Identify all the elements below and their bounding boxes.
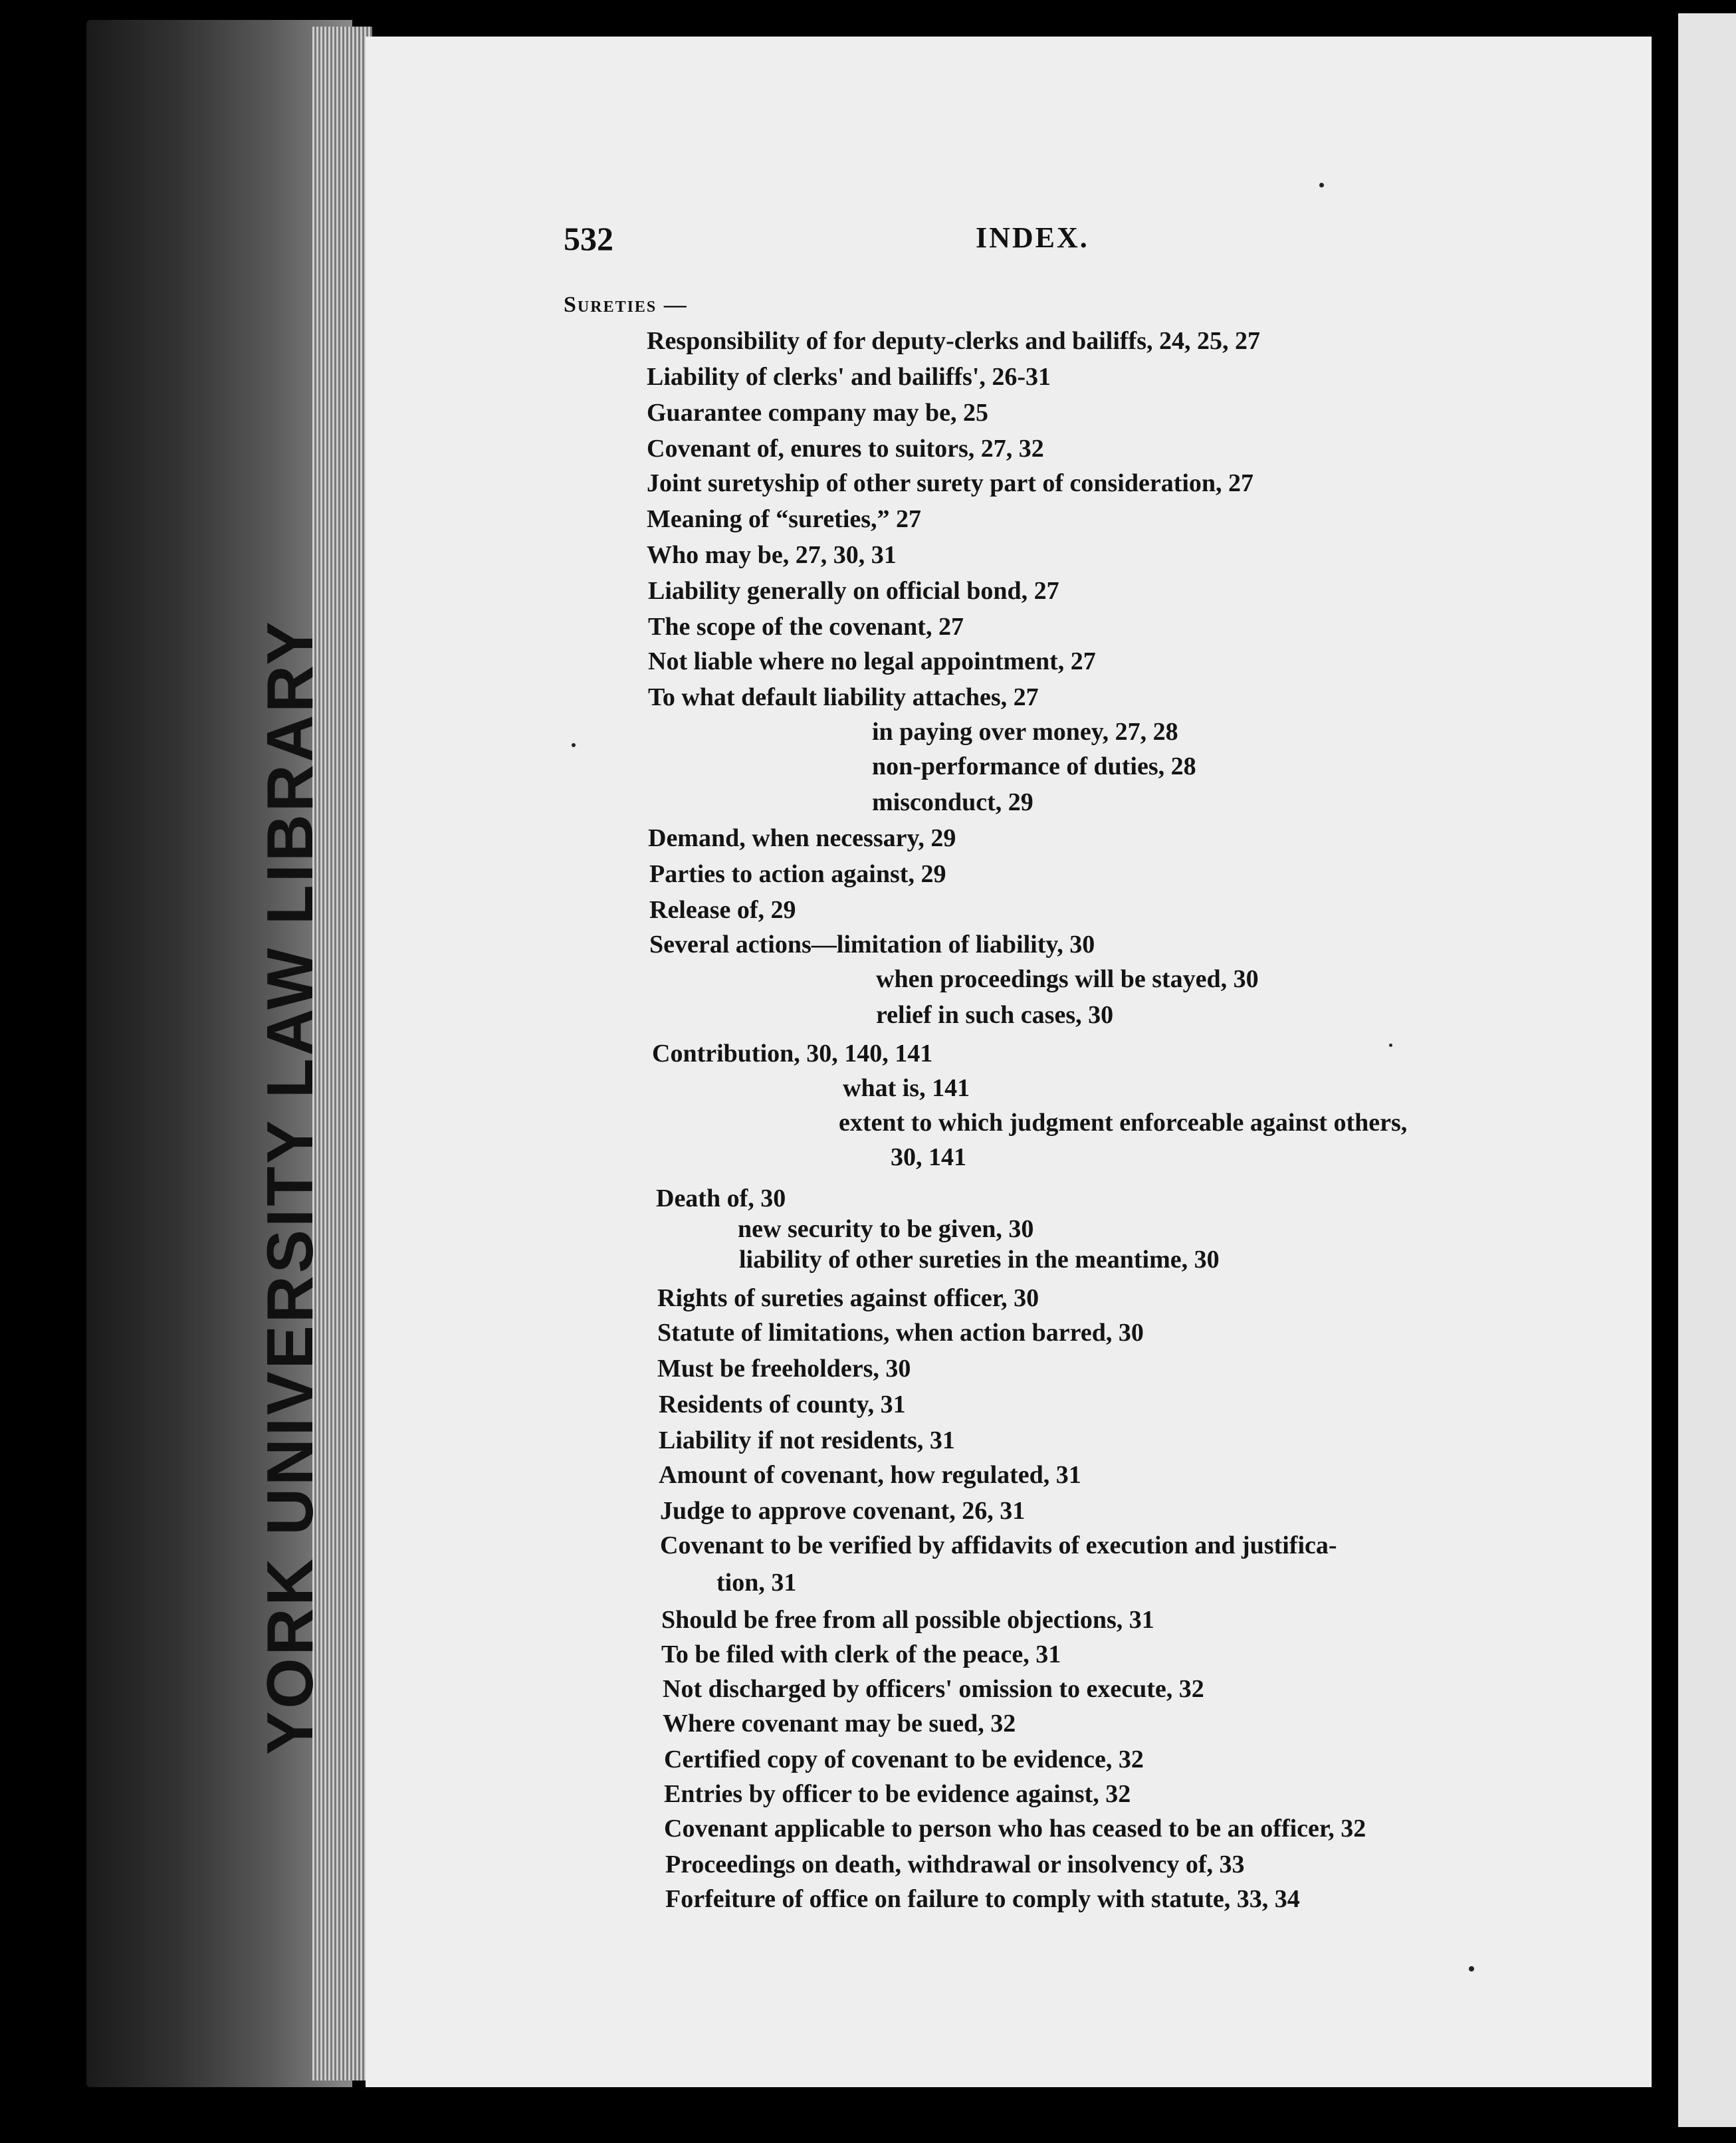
library-stamp: YORK UNIVERSITY LAW LIBRARY (253, 619, 326, 1755)
index-entry: Demand, when necessary, 29 (648, 824, 956, 852)
index-entry: Covenant of, enures to suitors, 27, 32 (647, 435, 1044, 463)
index-entry: tion, 31 (716, 1569, 797, 1597)
index-entry: Guarantee company may be, 25 (647, 399, 989, 427)
index-entry: Liability generally on official bond, 27 (648, 577, 1059, 605)
index-entry: Release of, 29 (649, 896, 796, 924)
index-entry: The scope of the covenant, 27 (648, 613, 964, 641)
index-entry: Joint suretyship of other surety part of consideration, 27 (647, 469, 1254, 497)
index-entry: Judge to approve covenant, 26, 31 (660, 1497, 1026, 1525)
index-entry: Should be free from all possible objections, 31 (661, 1606, 1154, 1634)
index-entry: Several actions—limitation of liability, 30 (649, 931, 1095, 959)
index-entry: 30, 141 (891, 1143, 966, 1171)
index-heading: Sureties — (564, 292, 688, 317)
scan-speck (1319, 183, 1324, 187)
scan-speck (1469, 1966, 1474, 1972)
index-entry: Liability if not residents, 31 (659, 1426, 955, 1454)
index-entry: Not liable where no legal appointment, 27 (648, 647, 1096, 675)
index-entry: what is, 141 (843, 1074, 970, 1102)
index-entry: Forfeiture of office on failure to comply with statute, 33, 34 (665, 1885, 1300, 1913)
index-entry: To what default liability attaches, 27 (648, 683, 1039, 711)
scan-speck (572, 743, 576, 747)
page-number: 532 (564, 220, 613, 257)
index-entry: Death of, 30 (656, 1184, 786, 1212)
index-entry: liability of other sureties in the meantime, 30 (739, 1246, 1220, 1274)
page-title: INDEX. (976, 221, 1089, 254)
index-entry: Entries by officer to be evidence against, 32 (664, 1780, 1131, 1808)
index-entry: Where covenant may be sued, 32 (663, 1710, 1016, 1738)
index-entry: Liability of clerks' and bailiffs', 26-31 (647, 363, 1051, 391)
index-entry: Statute of limitations, when action barred, 30 (657, 1319, 1144, 1347)
index-entry: non-performance of duties, 28 (872, 752, 1196, 780)
index-entry: Who may be, 27, 30, 31 (647, 541, 897, 569)
index-entry: relief in such cases, 30 (876, 1001, 1114, 1029)
index-entry: extent to which judgment enforceable against others, (839, 1109, 1408, 1137)
index-entry: Rights of sureties against officer, 30 (657, 1284, 1039, 1312)
index-entry: when proceedings will be stayed, 30 (876, 965, 1259, 993)
index-entry: Proceedings on death, withdrawal or insolvency of, 33 (665, 1851, 1245, 1878)
index-entry: Contribution, 30, 140, 141 (652, 1040, 933, 1068)
index-entry: new security to be given, 30 (738, 1215, 1034, 1243)
index-entry: misconduct, 29 (872, 788, 1033, 816)
index-entry: Must be freeholders, 30 (657, 1355, 911, 1383)
index-entry: Amount of covenant, how regulated, 31 (659, 1461, 1081, 1489)
index-entry: Responsibility of for deputy-clerks and bailiffs, 24, 25, 27 (647, 327, 1260, 355)
index-entry: To be filed with clerk of the peace, 31 (661, 1640, 1061, 1668)
index-entry: Residents of county, 31 (659, 1391, 906, 1418)
index-entry: Meaning of “sureties,” 27 (647, 505, 922, 533)
index-entry: in paying over money, 27, 28 (872, 718, 1178, 746)
index-entry: Covenant to be verified by affidavits of execution and justifica- (660, 1531, 1337, 1559)
index-entry: Not discharged by officers' omission to execute, 32 (663, 1675, 1204, 1703)
index-entry: Parties to action against, 29 (649, 860, 946, 888)
index-entry: Certified copy of covenant to be evidence, 32 (664, 1746, 1144, 1773)
index-entry: Covenant applicable to person who has ceased to be an officer, 32 (664, 1815, 1366, 1843)
scan-speck (1389, 1044, 1392, 1047)
